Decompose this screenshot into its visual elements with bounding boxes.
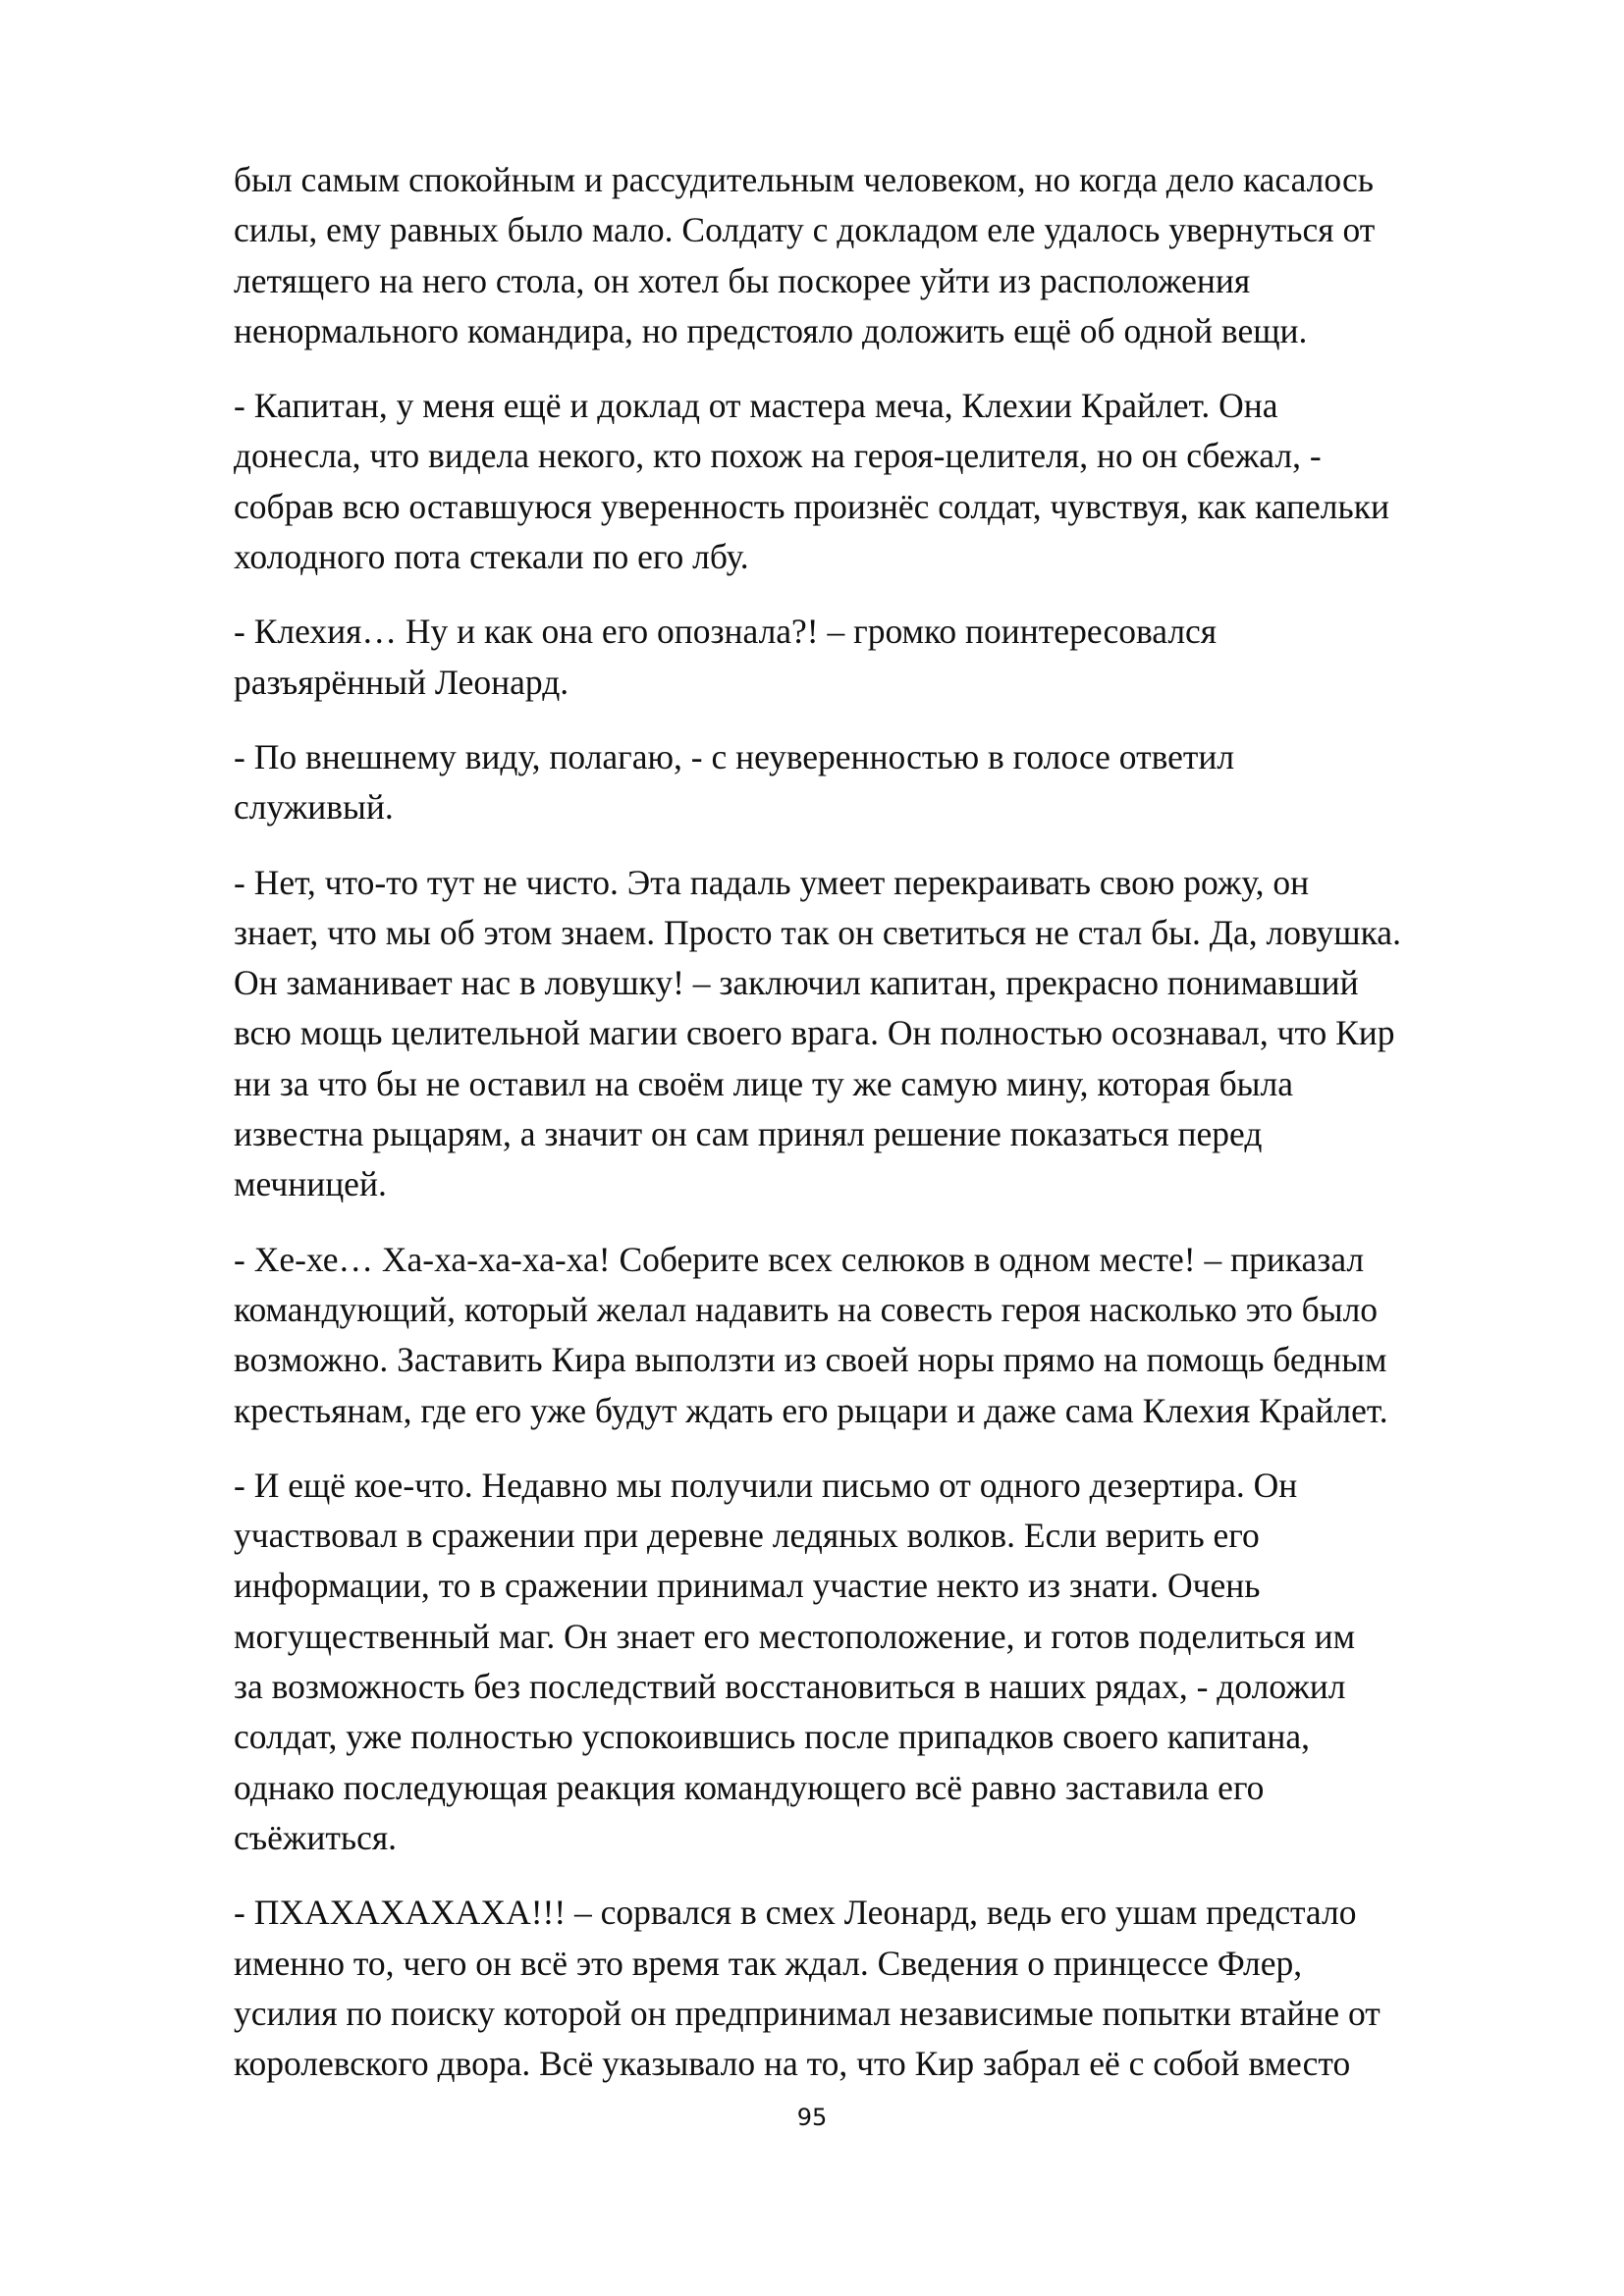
text-line: усилия по поиску которой он предпринимал независимые попытки втайне от xyxy=(234,1993,1380,2033)
page-number: 95 xyxy=(796,2104,828,2131)
text-line: участвовал в сражении при деревне ледяных волков. Если верить его xyxy=(234,1516,1260,1556)
text-line: однако последующая реакция командующего всё равно заставила его xyxy=(234,1767,1265,1807)
paragraph xyxy=(234,381,1579,582)
text-line: командующий, который желал надавить на совесть героя насколько это было xyxy=(234,1289,1379,1329)
text-line: силы, ему равных было мало. Солдату с докладом еле удалось увернуться от xyxy=(234,210,1376,250)
text-line: именно то, чего он всё это время так ждал. Сведения о принцессе Флер, xyxy=(234,1943,1303,1983)
text-line: - И ещё кое-что. Недавно мы получили письмо от одного дезертира. Он xyxy=(234,1465,1298,1505)
paragraph xyxy=(234,1888,1579,2089)
text-line: съёжиться. xyxy=(234,1817,398,1857)
text-line: холодного пота стекали по его лбу. xyxy=(234,537,749,577)
text-line: королевского двора. Всё указывало на то, что Кир забрал её с собой вместо xyxy=(234,2044,1351,2084)
text-line: летящего на него стола, он хотел бы поскорее уйти из расположения xyxy=(234,260,1251,300)
paragraph xyxy=(234,155,1579,356)
text-line: мечницей. xyxy=(234,1164,387,1204)
text-line: Он заманивает нас в ловушку! – заключил капитан, прекрасно понимавший xyxy=(234,963,1359,1003)
text-line: - По внешнему виду, полагаю, - с неуверенностью в голосе ответил xyxy=(234,736,1235,776)
paragraph xyxy=(234,858,1579,1210)
text-line: ненормального командира, но предстояло доложить ещё об одной вещи. xyxy=(234,310,1308,350)
paragraph xyxy=(234,732,1579,833)
text-line: могущественный маг. Он знает его местоположение, и готов поделиться им xyxy=(234,1616,1356,1656)
text-line: собрав всю оставшуюся уверенность произнёс солдат, чувствуя, как капельки xyxy=(234,486,1389,526)
text-line: - Капитан, у меня ещё и доклад от мастера меча, Клехии Крайлет. Она xyxy=(234,386,1278,426)
page-body-text xyxy=(234,155,1579,2113)
text-line: за возможность без последствий восстановиться в наших рядах, - доложил xyxy=(234,1667,1346,1707)
text-line: информации, то в сражении принимал участие некто из знати. Очень xyxy=(234,1566,1261,1606)
paragraph xyxy=(234,1461,1579,1863)
text-line: донесла, что видела некого, кто похож на героя-целителя, но он сбежал, - xyxy=(234,436,1322,476)
text-line: ни за что бы не оставил на своём лице ту же самую мину, которая была xyxy=(234,1063,1293,1103)
text-line: - Хе-хе… Ха-ха-ха-ха-ха! Соберите всех селюков в одном месте! – приказал xyxy=(234,1239,1365,1279)
text-line: крестьянам, где его уже будут ждать его рыцари и даже сама Клехия Крайлет. xyxy=(234,1390,1388,1430)
paragraph xyxy=(234,1235,1579,1436)
text-line: возможно. Заставить Кира выползти из своей норы прямо на помощь бедным xyxy=(234,1340,1387,1380)
paragraph xyxy=(234,607,1579,708)
text-line: разъярённый Леонард. xyxy=(234,662,569,702)
text-line: солдат, уже полностью успокоившись после припадков своего капитана, xyxy=(234,1717,1311,1757)
text-line: был самым спокойным и рассудительным человеком, но когда дело касалось xyxy=(234,160,1374,199)
text-line: всю мощь целительной магии своего врага. Он полностью осознавал, что Кир xyxy=(234,1013,1395,1053)
text-line: - ПХАХАХАХАХА!!! – сорвался в смех Леонард, ведь его ушам предстало xyxy=(234,1893,1357,1933)
text-line: известна рыцарям, а значит он сам принял решение показаться перед xyxy=(234,1114,1263,1154)
text-line: знает, что мы об этом знаем. Просто так он светиться не стал бы. Да, ловушка. xyxy=(234,912,1401,952)
text-line: служивый. xyxy=(234,787,394,828)
text-line: - Нет, что-то тут не чисто. Эта падаль умеет перекраивать свою рожу, он xyxy=(234,862,1310,902)
text-line: - Клехия… Ну и как она его опознала?! – громко поинтересовался xyxy=(234,612,1218,652)
